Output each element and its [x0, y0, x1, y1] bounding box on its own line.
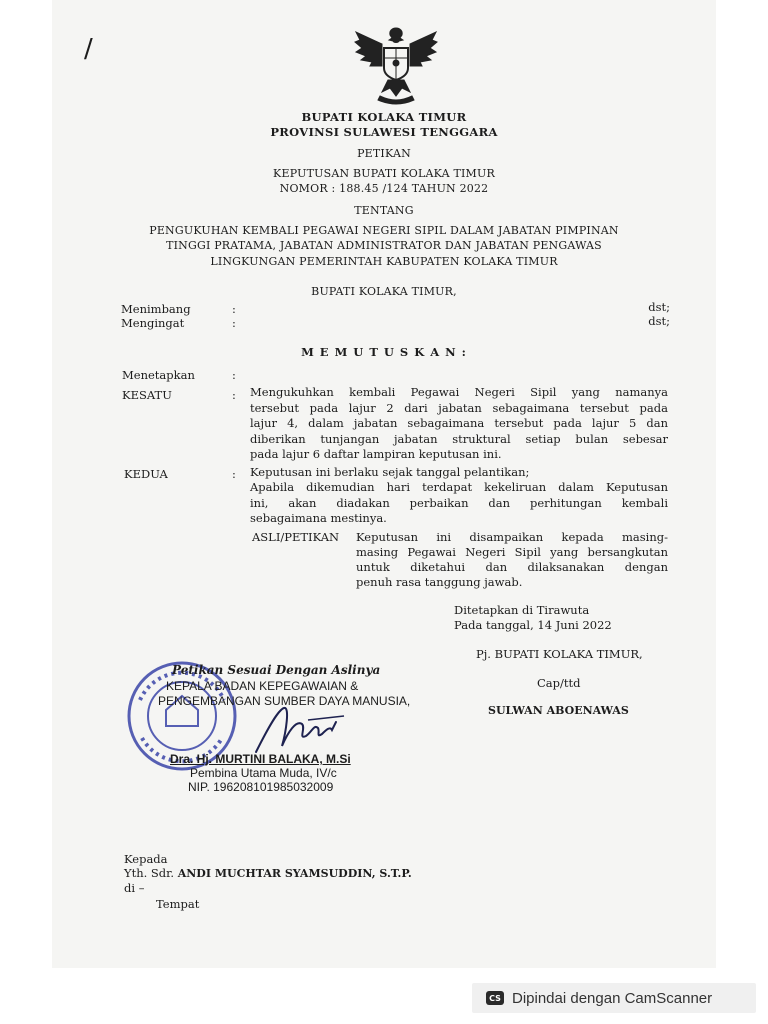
- recipient-yth: Yth. Sdr.: [124, 866, 175, 880]
- kedua-line: Apabila dikemudian hari terdapat kekeliruan dalam Keputusan: [250, 480, 668, 494]
- kesatu-line: tersebut pada lajur 2 dari jabatan sebagaimana tersebut pada: [250, 401, 668, 415]
- asli-label: ASLI/PETIKAN: [252, 530, 340, 544]
- header-line-2: PROVINSI SULAWESI TENGGARA: [270, 125, 498, 139]
- recipient-tempat: Tempat: [156, 897, 200, 911]
- asli-line: penuh rasa tanggung jawab.: [356, 575, 523, 589]
- kedua-line: sebagaimana mestinya.: [250, 511, 387, 525]
- enactment-date: Pada tanggal, 14 Juni 2022: [454, 618, 612, 632]
- scanner-watermark: [472, 983, 756, 1013]
- certification-line-3: PENGEMBANGAN SUMBER DAYA MANUSIA,: [158, 694, 411, 708]
- kesatu-line: diberikan tunjangan jabatan struktural setiap bulan sebesar: [250, 432, 668, 446]
- margin-mark: /: [84, 34, 93, 64]
- kesatu-sep: :: [232, 388, 236, 402]
- certifier-rank: Pembina Utama Muda, IV/c: [190, 766, 337, 780]
- document-page: [52, 0, 716, 968]
- kedua-line: ini, akan diadakan perbaikan dan perhitungan kembali: [250, 496, 668, 510]
- kedua-label: KEDUA: [124, 467, 168, 481]
- official-title: Pj. BUPATI KOLAKA TIMUR,: [476, 647, 643, 661]
- subject-line-1: PENGUKUHAN KEMBALI PEGAWAI NEGERI SIPIL DALAM JABATAN PIMPINAN: [149, 224, 619, 237]
- certification-line-2: KEPALA BADAN KEPEGAWAIAN &: [166, 679, 359, 693]
- garuda-emblem-icon: [352, 22, 440, 108]
- asli-line: untuk diketahui dan dilaksanakan dengan: [356, 560, 668, 574]
- watermark-text: Dipindai dengan CamScanner: [512, 989, 713, 1007]
- tentang-label: TENTANG: [354, 204, 414, 217]
- menimbang-label: Menimbang: [121, 302, 191, 316]
- authority: BUPATI KOLAKA TIMUR,: [311, 285, 457, 298]
- recipient-name: ANDI MUCHTAR SYAMSUDDIN, S.T.P.: [177, 867, 412, 880]
- recipient-di: di –: [124, 881, 145, 895]
- decree-title: KEPUTUSAN BUPATI KOLAKA TIMUR: [273, 167, 495, 180]
- menetapkan-sep: :: [232, 368, 236, 382]
- enactment-place: Ditetapkan di Tirawuta: [454, 603, 590, 617]
- certification-line-1: Petikan Sesuai Dengan Aslinya: [172, 663, 381, 677]
- decree-number: NOMOR : 188.45 /124 TAHUN 2022: [279, 182, 489, 195]
- asli-line: masing Pegawai Negeri Sipil yang bersangkutan: [356, 545, 668, 559]
- certifier-nip: NIP. 196208101985032009: [188, 780, 334, 794]
- menimbang-value: dst;: [648, 300, 670, 314]
- camscanner-logo-icon: CS: [486, 991, 504, 1005]
- mengingat-value: dst;: [648, 314, 670, 328]
- kesatu-line: pada lajur 6 daftar lampiran keputusan ini.: [250, 447, 502, 461]
- mengingat-sep: :: [232, 316, 236, 330]
- menimbang-sep: :: [232, 302, 236, 316]
- subject-line-2: TINGGI PRATAMA, JABATAN ADMINISTRATOR DAN JABATAN PENGAWAS: [166, 239, 602, 252]
- kesatu-label: KESATU: [122, 388, 172, 402]
- mengingat-label: Mengingat: [121, 316, 185, 330]
- doc-type: PETIKAN: [357, 147, 411, 160]
- header-line-1: BUPATI KOLAKA TIMUR: [301, 110, 467, 124]
- recipient-kepada: Kepada: [124, 852, 168, 866]
- kesatu-line: lajur 4, dalam jabatan sebagaimana tersebut pada lajur 5 dan: [250, 416, 668, 430]
- official-name: SULWAN ABOENAWAS: [488, 704, 629, 717]
- certifier-name: Dra. Hj. MURTINI BALAKA, M.Si: [170, 752, 351, 766]
- kedua-sep: :: [232, 467, 236, 481]
- cap-ttd: Cap/ttd: [537, 676, 581, 690]
- asli-line: Keputusan ini disampaikan kepada masing-: [356, 530, 668, 544]
- kedua-line: Keputusan ini berlaku sejak tanggal pelantikan;: [250, 465, 530, 479]
- kesatu-line: Mengukuhkan kembali Pegawai Negeri Sipil yang namanya: [250, 385, 668, 399]
- subject-line-3: LINGKUNGAN PEMERINTAH KABUPATEN KOLAKA TIMUR: [210, 255, 558, 268]
- decision-heading: M E M U T U S K A N :: [301, 345, 467, 359]
- menetapkan-label: Menetapkan: [122, 368, 195, 382]
- recipient-name-line: [124, 866, 412, 880]
